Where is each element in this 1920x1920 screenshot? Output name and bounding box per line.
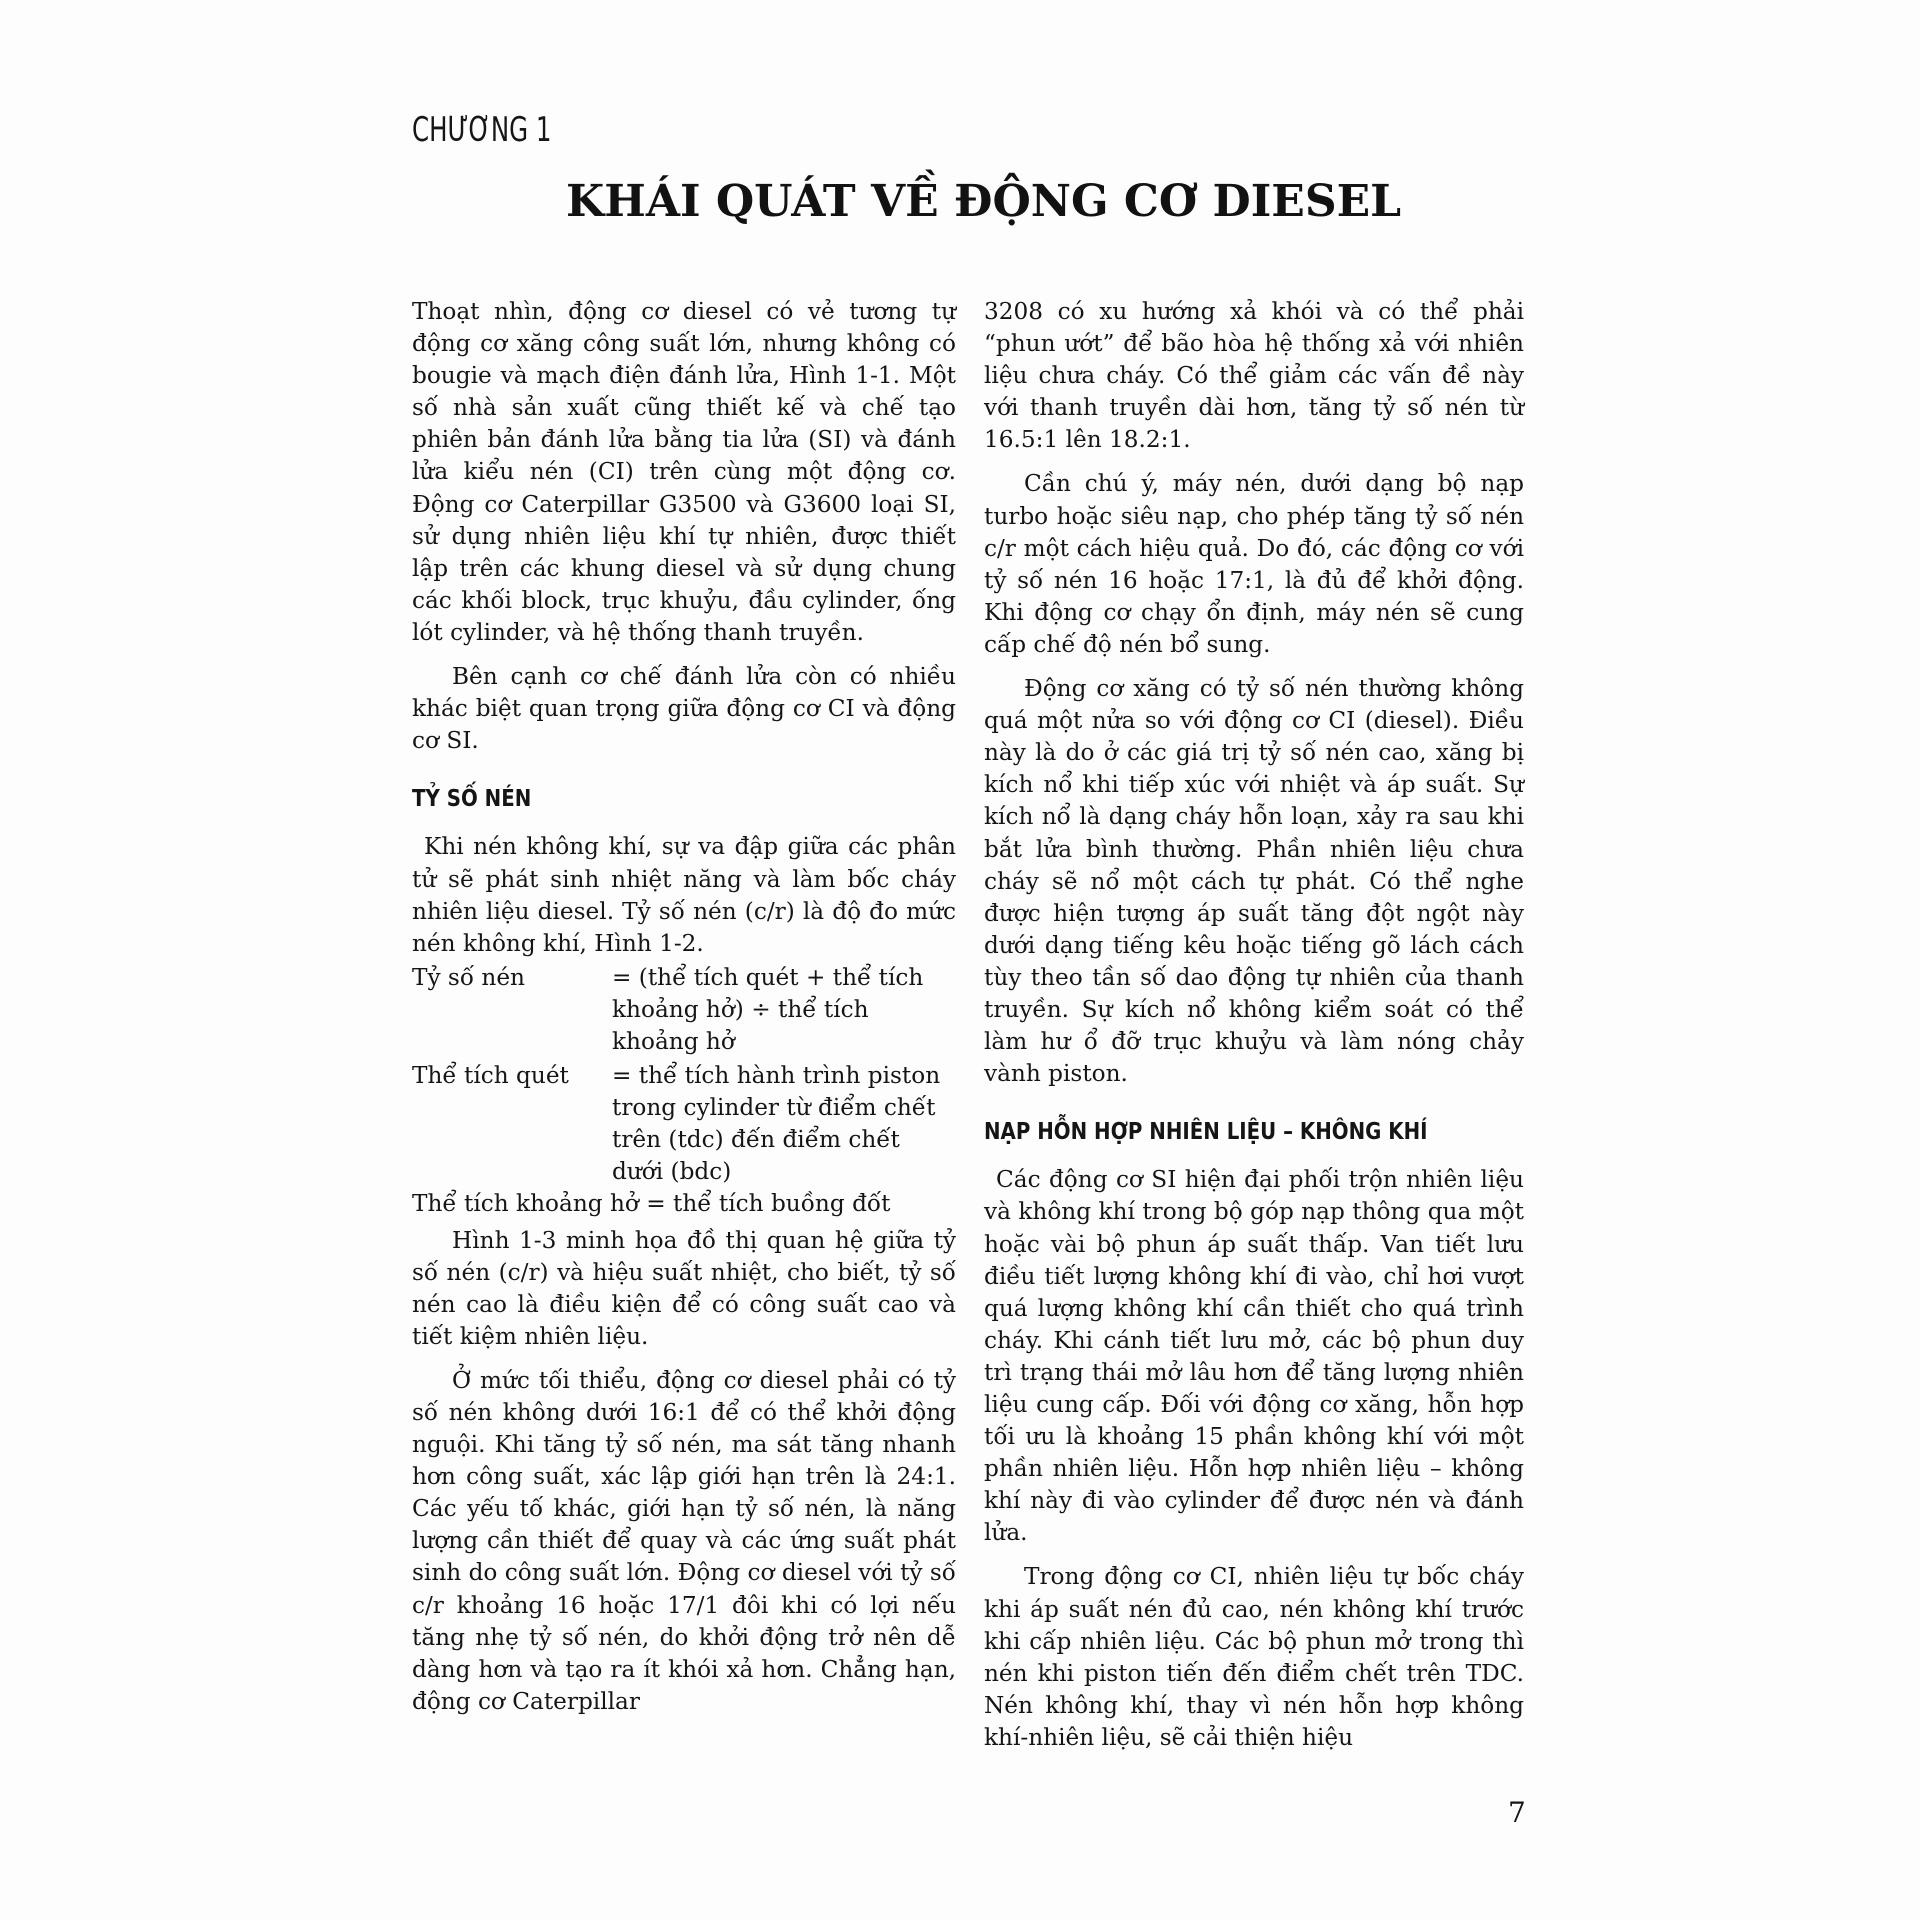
section-heading-compression-ratio: TỶ SỐ NÉN <box>412 786 532 813</box>
chapter-title: KHÁI QUÁT VỀ ĐỘNG CƠ DIESEL <box>566 176 1402 227</box>
left-column <box>412 296 956 1718</box>
paragraph: Hình 1-3 minh họa đồ thị quan hệ giữa tỷ số nén (c/r) và hiệu suất nhiệt, cho biết, tỷ số nén cao là điều kiện để có công suất cao và tiết kiệm nhiên liệu. <box>412 1226 956 1350</box>
definition-compression-ratio <box>412 962 956 1058</box>
definition-term: Thể tích quét <box>412 1062 569 1090</box>
paragraph: Ở mức tối thiểu, động cơ diesel phải có tỷ số nén không dưới 16:1 để có thể khởi động nguội. Khi tăng tỷ số nén, ma sát tăng nhanh hơn công suất, xác lập giới hạn trên là 24:1. Các yếu tố khác, giới hạn tỷ số nén, là năng lượng cần thiết để quay và các ứng suất phát sinh do công suất lớn. Động cơ diesel với tỷ số c/r khoảng 16 hoặc 17/1 đôi khi có lợi nếu tăng nhẹ tỷ số nén, do khởi động trở nên dễ dàng hơn và tạo ra ít khói xả hơn. Chẳng hạn, động cơ Caterpillar <box>412 1366 956 1715</box>
paragraph: 3208 có xu hướng xả khói và có thể phải “phun ướt” để bão hòa hệ thống xả với nhiên liệu chưa cháy. Có thể giảm các vấn đề này với thanh truyền dài hơn, tăng tỷ số nén từ 16.5:1 lên 18.2:1. <box>984 298 1524 454</box>
paragraph: Các động cơ SI hiện đại phối trộn nhiên liệu và không khí trong bộ góp nạp thông qua một hoặc vài bộ phun áp suất thấp. Van tiết lưu điều tiết lượng không khí đi vào, chỉ hơi vượt quá lượng không khí cần thiết cho quá trình cháy. Khi cánh tiết lưu mở, các bộ phun duy trì trạng thái mở lâu hơn để tăng lượng nhiên liệu cung cấp. Đối với động cơ xăng, hỗn hợp tối ưu là khoảng 15 phần không khí với một phần nhiên liệu. Hỗn hợp nhiên liệu – không khí này đi vào cylinder để được nén và đánh lửa. <box>984 1166 1524 1547</box>
paragraph: Trong động cơ CI, nhiên liệu tự bốc cháy khi áp suất nén đủ cao, nén không khí trước khi cấp nhiên liệu. Các bộ phun mở trong thì nén khi piston tiến đến điểm chết trên TDC. Nén không khí, thay vì nén hỗn hợp không khí-nhiên liệu, sẽ cải thiện hiệu <box>984 1563 1524 1751</box>
paragraph: Cần chú ý, máy nén, dưới dạng bộ nạp turbo hoặc siêu nạp, cho phép tăng tỷ số nén c/r một cách hiệu quả. Do đó, các động cơ với tỷ số nén 16 hoặc 17:1, là đủ để khởi động. Khi động cơ chạy ổn định, máy nén sẽ cung cấp chế độ nén bổ sung. <box>984 470 1524 658</box>
right-column <box>984 296 1524 1754</box>
definition-term: Tỷ số nén <box>412 963 525 991</box>
paragraph: Động cơ xăng có tỷ số nén thường không quá một nửa so với động cơ CI (diesel). Điều này là do ở các giá trị tỷ số nén cao, xăng bị kích nổ khi tiếp xúc với nhiệt và áp suất. Sự kích nổ là dạng cháy hỗn loạn, xảy ra sau khi bắt lửa bình thường. Phần nhiên liệu chưa cháy sẽ nổ một cách tự phát. Có thể nghe được hiện tượng áp suất tăng đột ngột này dưới dạng tiếng kêu hoặc tiếng gõ lách cách tùy theo tần số dao động tự nhiên của thanh truyền. Sự kích nổ không kiểm soát có thể làm hư ổ đỡ trục khuỷu và làm nóng chảy vành piston. <box>984 675 1524 1088</box>
section-heading-fuel-air-intake: NẠP HỖN HỢP NHIÊN LIỆU – KHÔNG KHÍ <box>984 1119 1428 1146</box>
paragraph: Bên cạnh cơ chế đánh lửa còn có nhiều khác biệt quan trọng giữa động cơ CI và động cơ SI. <box>412 663 956 755</box>
page-number: 7 <box>1508 1796 1526 1829</box>
paragraph: Thoạt nhìn, động cơ diesel có vẻ tương tự động cơ xăng công suất lớn, nhưng không có bougie và mạch điện đánh lửa, Hình 1-1. Một số nhà sản xuất cũng thiết kế và chế tạo phiên bản đánh lửa bằng tia lửa (SI) và đánh lửa kiểu nén (CI) trên cùng một động cơ. Động cơ Caterpillar G3500 và G3600 loại SI, sử dụng nhiên liệu khí tự nhiên, được thiết lập trên các khung diesel và sử dụng chung các khối block, trục khuỷu, đầu cylinder, ống lót cylinder, và hệ thống thanh truyền. <box>412 298 956 646</box>
definition-body: = thể tích hành trình piston trong cylinder từ điểm chết trên (tdc) đến điểm chết dưới (bdc) <box>612 1062 941 1186</box>
paragraph: Khi nén không khí, sự va đập giữa các phân tử sẽ phát sinh nhiệt năng và làm bốc cháy nhiên liệu diesel. Tỷ số nén (c/r) là độ đo mức nén không khí, Hình 1-2. <box>412 833 956 957</box>
definition-body: = (thể tích quét + thể tích khoảng hở) ÷ thể tích khoảng hở <box>612 963 924 1055</box>
definition-swept-volume <box>412 1060 956 1188</box>
chapter-label: CHƯƠNG 1 <box>412 110 552 150</box>
definition-clearance-volume: Thể tích khoảng hở = thể tích buồng đốt <box>412 1190 891 1218</box>
